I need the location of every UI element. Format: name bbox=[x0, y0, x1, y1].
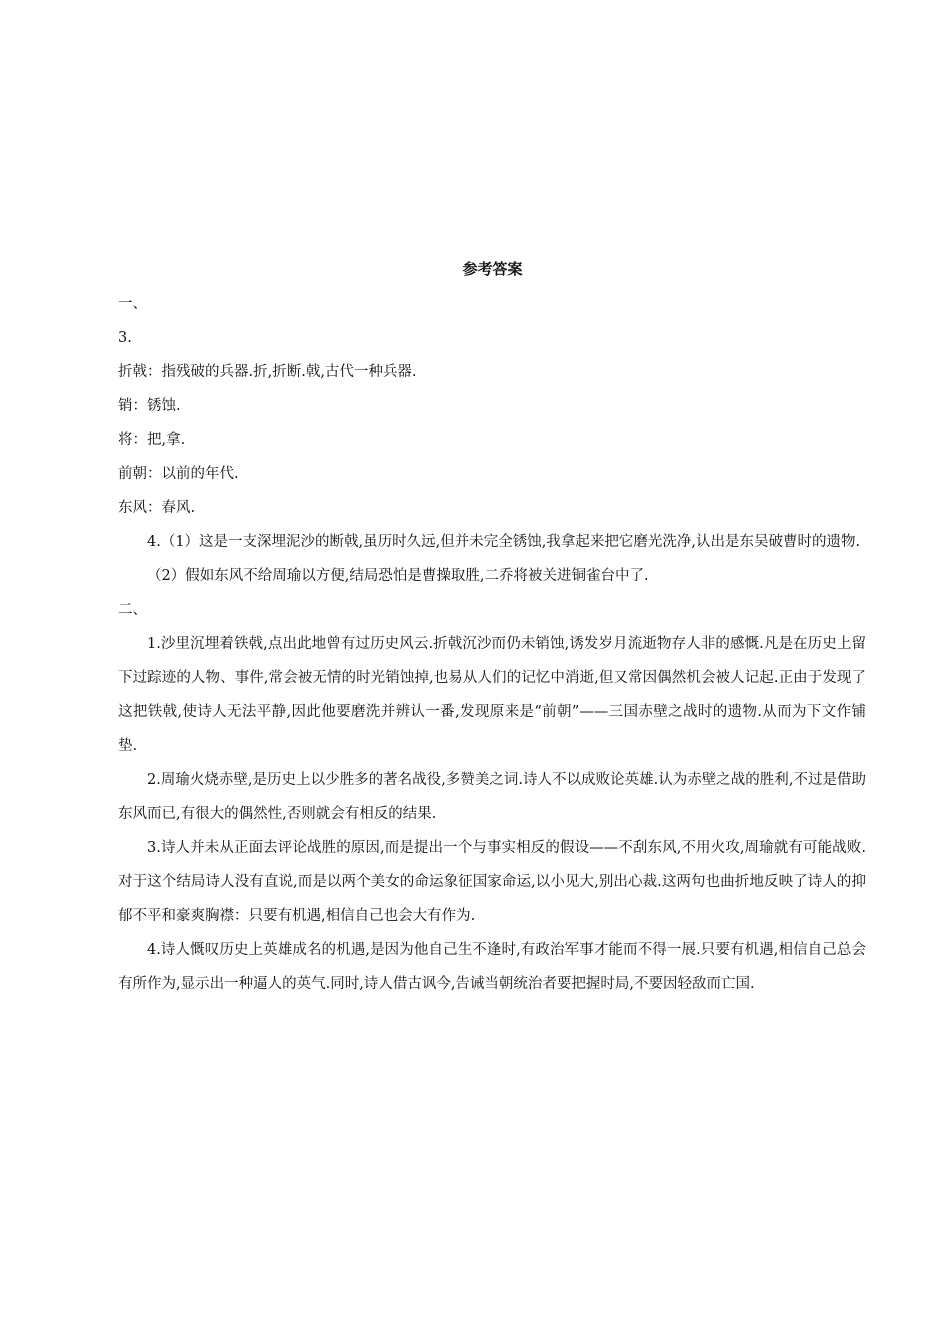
q3-item-jiang: 将：把,拿. bbox=[118, 432, 186, 448]
q3-item-qianchao: 前朝：以前的年代. bbox=[118, 466, 239, 482]
answer-paragraph-3: 3.诗人并未从正面去评论战胜的原因,而是提出一个与事实相反的假设——不刮东风,不用火攻,周瑜就有可能战败.对于这个结局诗人没有直说,而是以两个美女的命运象征国家命运,以小见大,别出心裁.这两句也曲折地反映了诗人的抑郁不平和豪爽胸襟：只要有机遇,相信自己也会大有作为. bbox=[118, 840, 866, 924]
answer-paragraph-4: 4.诗人慨叹历史上英雄成名的机遇,是因为他自己生不逢时,有政治军事才能而不得一展.只要有机遇,相信自己总会有所作为,显示出一种逼人的英气.同时,诗人借古讽今,告诫当朝统治者要把握时局,不要因轻敌而亡国. bbox=[118, 942, 866, 992]
answer-paragraph-2: 2.周瑜火烧赤壁,是历史上以少胜多的著名战役,多赞美之词.诗人不以成败论英雄.认为赤壁之战的胜利,不过是借助东风而已,有很大的偶然性,否则就会有相反的结果. bbox=[118, 772, 866, 822]
answer-paragraph-1: 1.沙里沉埋着铁戟,点出此地曾有过历史风云.折戟沉沙而仍未销蚀,诱发岁月流逝物存人非的感慨.凡是在历史上留下过踪迹的人物、事件,常会被无情的时光销蚀掉,也易从人们的记忆中消逝,但又常因偶然机会被人记起.正由于发现了这把铁戟,使诗人无法平静,因此他要磨洗并辨认一番,发现原来是“前朝”——三国赤壁之战时的遗物.从而为下文作铺垫. bbox=[118, 636, 866, 754]
q4-part-2: （2）假如东风不给周瑜以方便,结局恐怕是曹操取胜,二乔将被关进铜雀台中了. bbox=[147, 568, 649, 584]
q3-item-zheji: 折戟：指残破的兵器.折,折断.戟,古代一种兵器. bbox=[118, 364, 417, 380]
section-two-heading: 二、 bbox=[118, 602, 147, 618]
q3-item-dongfeng: 东风：春风. bbox=[118, 500, 196, 516]
q3-item-xiao: 销：锈蚀. bbox=[118, 398, 181, 414]
question-3-number: 3. bbox=[118, 330, 132, 346]
page-title: 参考答案 bbox=[462, 260, 523, 278]
section-one-heading: 一、 bbox=[118, 296, 147, 312]
q4-part-1: 4.（1）这是一支深埋泥沙的断戟,虽历时久远,但并未完全锈蚀,我拿起来把它磨光洗净,认出是东吴破曹时的遗物. bbox=[147, 534, 861, 550]
answer-body bbox=[118, 287, 866, 1001]
